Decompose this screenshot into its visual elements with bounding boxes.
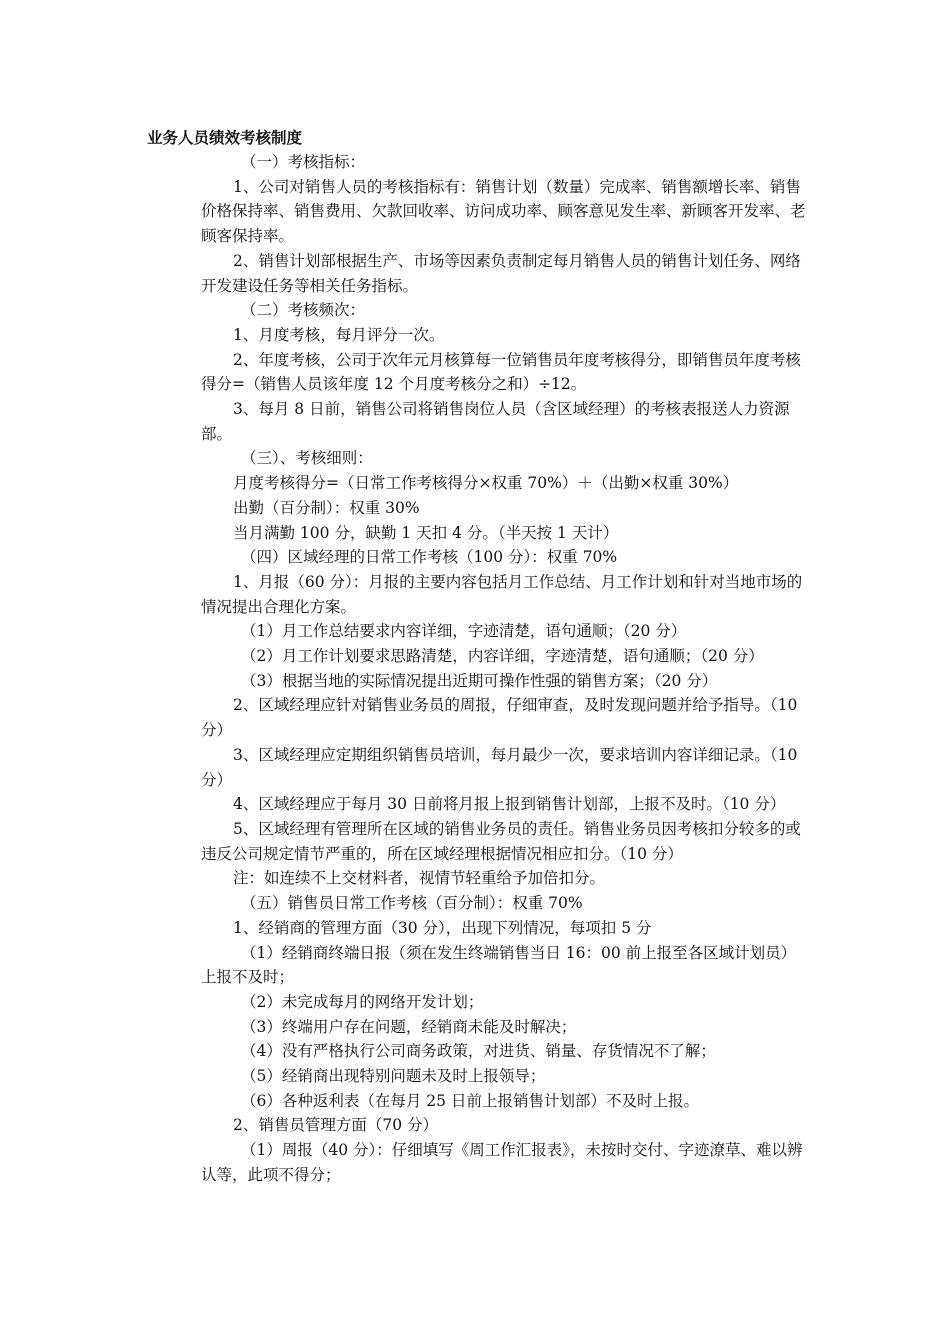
list-item: （6）各种返利表（在每月 25 日前上报销售计划部）不及时上报。 [241,1091,699,1110]
paragraph: 3、区域经理应定期组织销售员培训，每月最少一次，要求培训内容详细记录。（10 分） [201,745,798,789]
paragraph: 当月满勤 100 分，缺勤 1 天扣 4 分。（半天按 1 天计） [233,523,619,542]
list-item: （1）月工作总结要求内容详细，字迹清楚，语句通顺；（20 分） [241,622,687,641]
list-item: （1）周报（40 分）：仔细填写《周工作汇报表》，未按时交付、字迹潦草、难以辨认等，此项不得分； [201,1141,803,1184]
note: 注：如连续不上交材料者，视情节轻重给予加倍扣分。 [233,869,606,888]
document-body [201,150,811,1188]
list-item: （1）经销商终端日报（须在发生终端销售当日 16：00 前上报至各区域计划员）上报不及时； [201,943,797,987]
paragraph: 1、月报（60 分）：月报的主要内容包括月工作总结、月工作计划和针对当地市场的情况提出合理化方案。 [201,572,803,616]
document-title: 业务人员绩效考核制度 [147,129,303,147]
list-item: （3）终端用户存在问题，经销商未能及时解决； [241,1017,577,1036]
section-heading: （四）区域经理的日常工作考核（100 分）：权重 70% [241,548,618,567]
section-heading: （三）、考核细则： [241,449,373,468]
paragraph: 2、销售员管理方面（70 分） [233,1116,439,1135]
list-item: （4）没有严格执行公司商务政策，对进货、销量、存货情况不了解； [241,1042,716,1061]
section-heading: （五）销售员日常工作考核（百分制）：权重 70% [241,894,583,913]
section-heading: （二）考核频次： [241,301,366,320]
list-item: （2）未完成每月的网络开发计划； [241,992,484,1011]
paragraph: 2、年度考核，公司于次年元月核算每一位销售员年度考核得分，即销售员年度考核得分=（销售人员该年度 12 个月度考核分之和）÷12。 [201,350,801,394]
paragraph: 4、区域经理应于每月 30 日前将月报上报到销售计划部，上报不及时。（10 分） [233,795,786,814]
paragraph: 1、经销商的管理方面（30 分），出现下列情况，每项扣 5 分 [233,918,652,937]
paragraph: 2、销售计划部根据生产、市场等因素负责制定每月销售人员的销售计划任务、网络开发建设任务等相关任务指标。 [201,251,801,295]
paragraph: 月度考核得分=（日常工作考核得分×权重 70%）＋（出勤×权重 30%） [233,474,739,493]
paragraph: 2、区域经理应针对销售业务员的周报，仔细审查，及时发现问题并给予指导。（10 分） [201,696,798,740]
paragraph: 5、区域经理有管理所在区域的销售业务员的责任。销售业务员因考核扣分较多的或违反公司规定情节严重的，所在区域经理根据情况相应扣分。（10 分） [201,819,801,863]
list-item: （5）经销商出现特别问题未及时上报领导； [241,1067,546,1086]
paragraph: 1、公司对销售人员的考核指标有：销售计划（数量）完成率、销售额增长率、销售价格保持率、销售费用、欠款回收率、访问成功率、顾客意见发生率、新顾客开发率、老顾客保持率。 [201,177,806,246]
paragraph: 出勤（百分制）：权重 30% [233,498,420,517]
list-item: （2）月工作计划要求思路清楚，内容详细，字迹清楚，语句通顺；（20 分） [241,647,764,666]
list-item: （3）根据当地的实际情况提出近期可操作性强的销售方案；（20 分） [241,671,718,690]
paragraph: 3、每月 8 日前，销售公司将销售岗位人员（含区域经理）的考核表报送人力资源部。 [201,400,790,443]
section-heading: （一）考核指标： [241,153,366,171]
paragraph: 1、月度考核，每月评分一次。 [233,325,445,344]
